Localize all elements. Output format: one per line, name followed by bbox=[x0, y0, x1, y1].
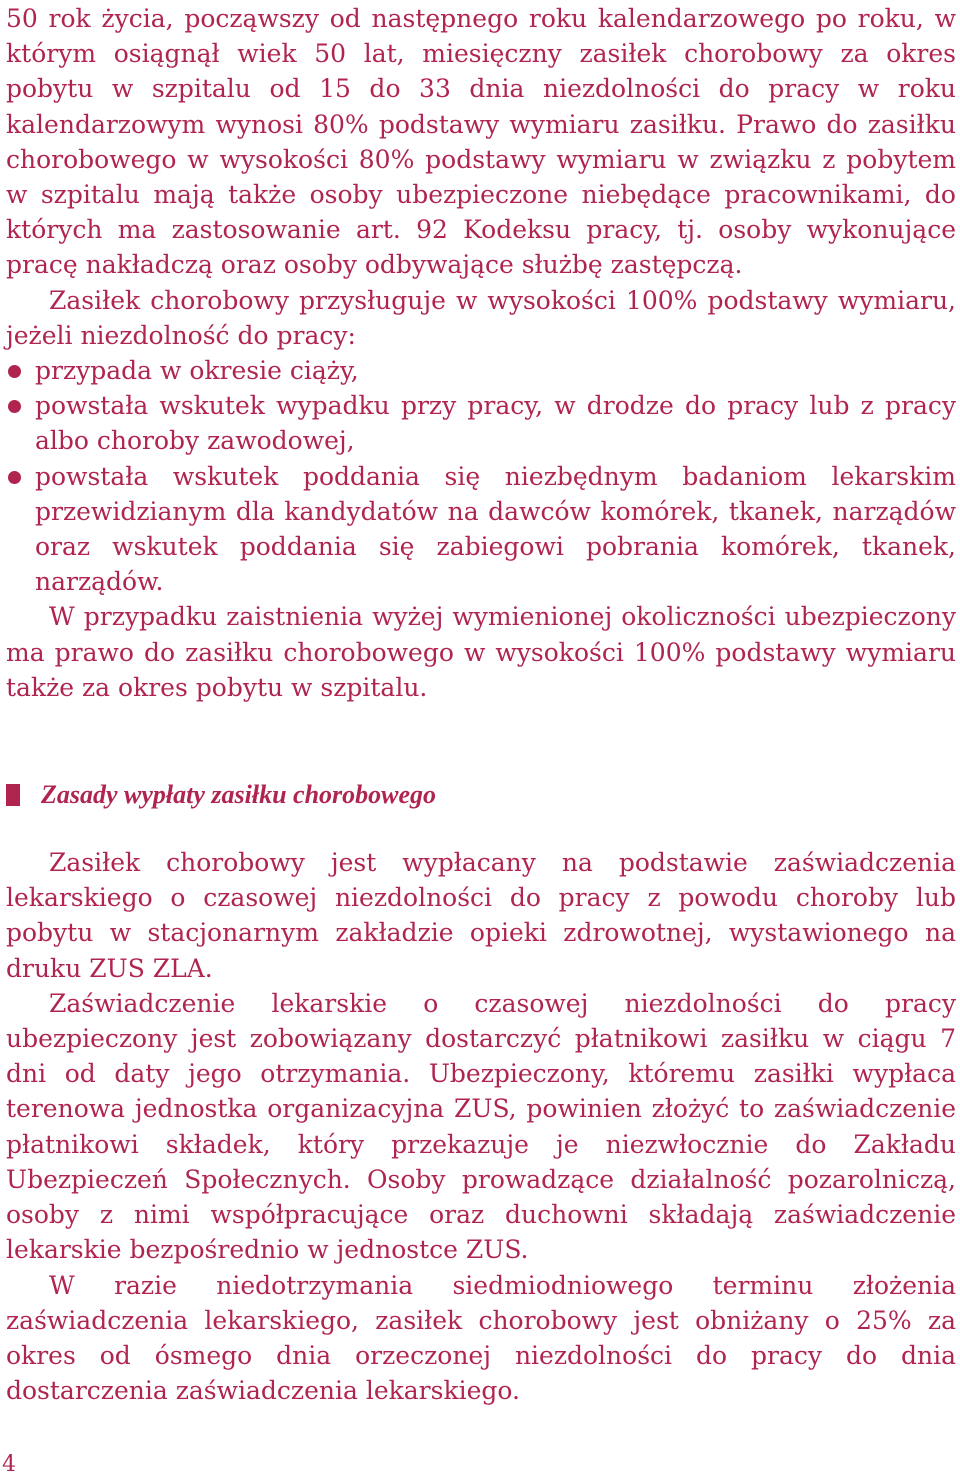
list-item bbox=[6, 388, 956, 458]
section-title: Zasady wypłaty zasiłku chorobowego bbox=[41, 780, 437, 810]
bullet-icon bbox=[8, 400, 21, 413]
list-item bbox=[6, 459, 956, 600]
conditions-list bbox=[6, 353, 956, 599]
page-number: 4 bbox=[2, 1452, 16, 1477]
paragraph-hospital-80-percent: 50 rok życia, począwszy od następnego roku kalendarzowego po roku, w którym osiągnął wiek 50 lat, miesięczny zasiłek chorobowy za okres pobytu w szpitalu od 15 do 33 dnia niezdolności do pracy w roku kalendarzowym wynosi 80% podstawy wymiaru zasiłku. Prawo do zasiłku chorobowego w wysokości 80% podstawy wymiaru w związku z pobytem w szpitalu mają także osoby ubezpieczone niebędące pracownikami, do których ma zastosowanie art. 92 Kodeksu pracy, tj. osoby wykonujące pracę nakładczą oraz osoby odbywające służbę zastępczą. bbox=[6, 4, 956, 280]
list-item-text: przypada w okresie ciąży, bbox=[35, 356, 359, 386]
document-page bbox=[6, 0, 956, 1408]
paragraph-late-delivery: W razie niedotrzymania siedmiodniowego terminu złożenia zaświadczenia lekarskiego, zasiłek chorobowy jest obniżany o 25% za okres od ósmego dnia orzeczonej niezdolności do pracy do dnia dostarczenia zaświadczenia lekarskiego. bbox=[6, 1270, 956, 1406]
bullet-icon bbox=[8, 471, 21, 484]
list-item-text: powstała wskutek wypadku przy pracy, w drodze do pracy lub z pracy albo choroby zawodowej, bbox=[35, 391, 956, 456]
paragraph-100-percent-intro: Zasiłek chorobowy przysługuje w wysokości 100% podstawy wymiaru, jeżeli niezdolność do pracy: bbox=[6, 285, 956, 350]
section-body bbox=[6, 845, 956, 1408]
list-item-text: powstała wskutek poddania się niezbędnym badaniom lekarskim przewidzianym dla kandydatów na dawców komórek, tkanek, narządów oraz wskutek poddania się zabiegowi pobrania komórek, tkanek, narządów. bbox=[35, 461, 956, 597]
paragraph-payment-basis: Zasiłek chorobowy jest wypłacany na podstawie zaświadczenia lekarskiego o czasowej niezdolności do pracy z powodu choroby lub pobytu w stacjonarnym zakładzie opieki zdrowotnej, wystawionego na druku ZUS ZLA. bbox=[6, 848, 956, 983]
list-item bbox=[6, 353, 956, 388]
paragraph-certificate-delivery: Zaświadczenie lekarskie o czasowej niezdolności do pracy ubezpieczony jest zobowiązany dostarczyć płatnikowi zasiłku w ciągu 7 dni od daty jego otrzymania. Ubezpieczony, któremu zasiłki wypłaca terenowa jednostka organizacyjna ZUS, powinien złożyć to zaświadczenie płatnikowi składek, który przekazuje je niezwłocznie do Zakładu Ubezpieczeń Społecznych. Osoby prowadzące działalność pozarolniczą, osoby z nimi współpracujące oraz duchowni składają zaświadczenie lekarskie bezpośrednio w jednostce ZUS. bbox=[6, 988, 956, 1265]
paragraph-hospital-100-percent: W przypadku zaistnienia wyżej wymienionej okoliczności ubezpieczony ma prawo do zasiłku chorobowego w wysokości 100% podstawy wymiaru także za okres pobytu w szpitalu. bbox=[6, 602, 956, 702]
section-heading bbox=[6, 775, 956, 815]
section-marker-icon bbox=[6, 784, 20, 806]
bullet-icon bbox=[8, 365, 21, 378]
